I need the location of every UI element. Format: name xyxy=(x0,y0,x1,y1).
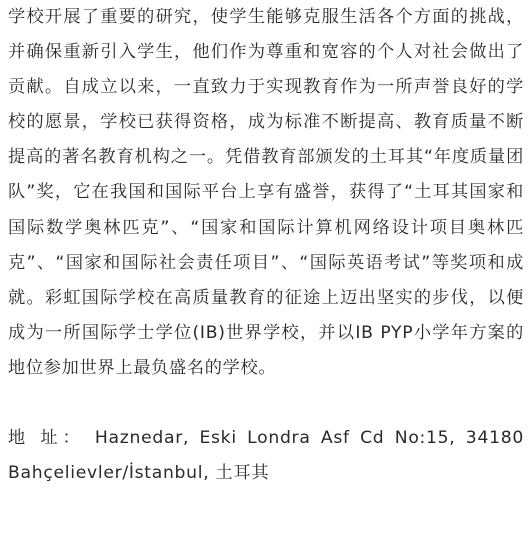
address-line: 地 址： Haznedar, Eski Londra Asf Cd No:15, 34180 Bahçelievler/İstanbul, 土耳其 xyxy=(8,428,524,484)
document-body xyxy=(8,0,524,491)
school-description-paragraph: 学校开展了重要的研究，使学生能够克服生活各个方面的挑战，并确保重新引入学生，他们作为尊重和宽容的个人对社会做出了贡献。自成立以来，一直致力于实现教育作为一所声誉良好的学校的愿景，学校已获得资格，成为标准不断提高、教育质量不断提高的著名教育机构之一。凭借教育部颁发的土耳其“年度质量团队”奖，它在我国和国际平台上享有盛誉，获得了“土耳其国家和国际数学奥林匹克”、“国家和国际计算机网络设计项目奥林匹克”、“国家和国际社会责任项目”、“国际英语考试”等奖项和成就。彩虹国际学校在高质量教育的征途上迈出坚实的步伐，以便成为一所国际学士学位(IB)世界学校，并以IB PYP小学年方案的地位参加世界上最负盛名的学校。 xyxy=(8,7,524,378)
paragraph-spacer xyxy=(8,386,524,421)
